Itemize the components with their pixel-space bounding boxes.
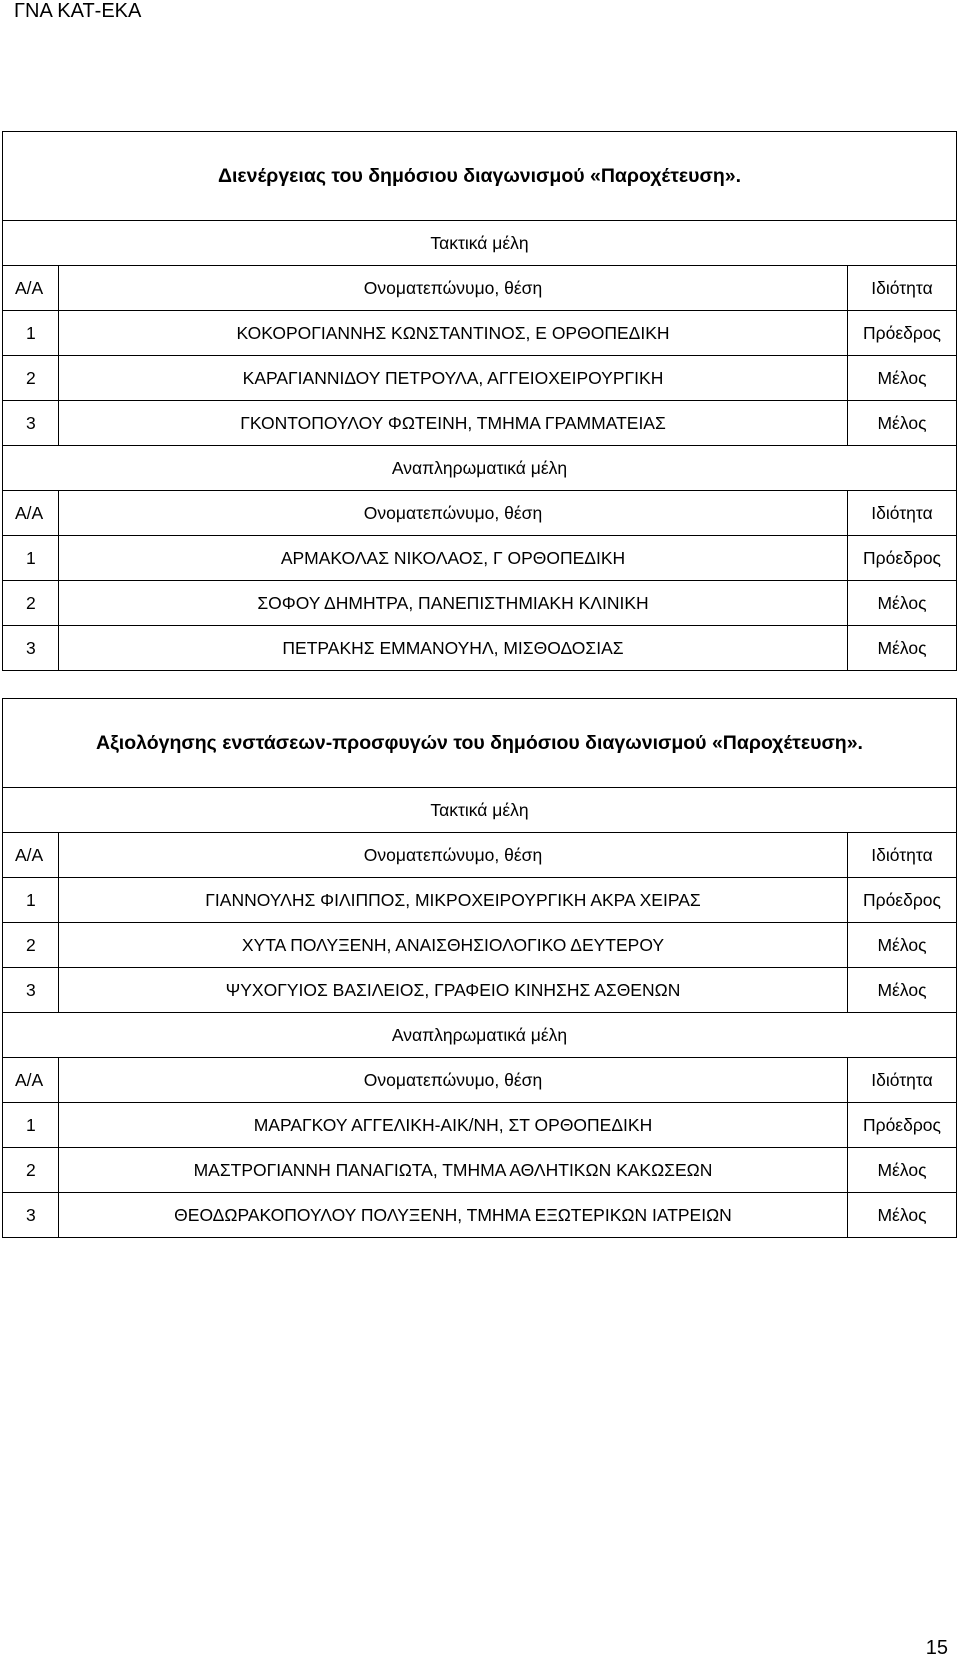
member-num: 1 <box>3 878 59 923</box>
committee-title: Αξιολόγησης ενστάσεων-προσφυγών του δημόσιου διαγωνισμού «Παροχέτευση». <box>3 699 957 788</box>
section-title-alternate: Αναπληρωματικά μέλη <box>3 446 957 491</box>
column-header-name: Ονοματεπώνυμο, θέση <box>59 266 848 311</box>
committee-table <box>2 698 957 1238</box>
column-header-num: Α/Α <box>3 491 59 536</box>
member-name: ΨΥΧΟΓΥΙΟΣ ΒΑΣΙΛΕΙΟΣ, ΓΡΑΦΕΙΟ ΚΙΝΗΣΗΣ ΑΣΘΕΝΩΝ <box>59 968 848 1013</box>
member-name: ΠΕΤΡΑΚΗΣ ΕΜΜΑΝΟΥΗΛ, ΜΙΣΘΟΔΟΣΙΑΣ <box>59 626 848 671</box>
table-row <box>3 626 957 671</box>
member-role: Μέλος <box>848 581 957 626</box>
member-name: ΘΕΟΔΩΡΑΚΟΠΟΥΛΟΥ ΠΟΛΥΞΕΝΗ, ΤΜΗΜΑ ΕΞΩΤΕΡΙΚΩΝ ΙΑΤΡΕΙΩΝ <box>59 1193 848 1238</box>
member-name: ΜΑΡΑΓΚΟΥ ΑΓΓΕΛΙΚΗ-ΑΙΚ/ΝΗ, ΣΤ ΟΡΘΟΠΕΔΙΚΗ <box>59 1103 848 1148</box>
column-header-name: Ονοματεπώνυμο, θέση <box>59 833 848 878</box>
member-role: Πρόεδρος <box>847 878 956 923</box>
section-title-alternate: Αναπληρωματικά μέλη <box>3 1013 957 1058</box>
table-row <box>3 923 957 968</box>
member-name: ΑΡΜΑΚΟΛΑΣ ΝΙΚΟΛΑΟΣ, Γ ΟΡΘΟΠΕΔΙΚΗ <box>59 536 848 581</box>
member-name: ΚΑΡΑΓΙΑΝΝΙΔΟΥ ΠΕΤΡΟΥΛΑ, ΑΓΓΕΙΟΧΕΙΡΟΥΡΓΙΚΗ <box>59 356 848 401</box>
member-role: Μέλος <box>848 626 957 671</box>
section-title-regular: Τακτικά μέλη <box>3 788 957 833</box>
member-role: Μέλος <box>848 401 957 446</box>
section-row <box>3 446 957 491</box>
member-role: Πρόεδρος <box>848 311 957 356</box>
member-role: Μέλος <box>847 968 956 1013</box>
member-name: ΧΥΤΑ ΠΟΛΥΞΕΝΗ, ΑΝΑΙΣΘΗΣΙΟΛΟΓΙΚΟ ΔΕΥΤΕΡΟΥ <box>59 923 848 968</box>
table-row <box>3 401 957 446</box>
member-num: 3 <box>3 968 59 1013</box>
committee-title: Διενέργειας του δημόσιου διαγωνισμού «Παροχέτευση». <box>3 132 957 221</box>
section-row <box>3 1013 957 1058</box>
table-row <box>3 311 957 356</box>
member-num: 1 <box>3 1103 59 1148</box>
column-header-row <box>3 1058 957 1103</box>
member-num: 1 <box>3 311 59 356</box>
section-row <box>3 221 957 266</box>
table-row <box>3 1103 957 1148</box>
member-role: Μέλος <box>847 923 956 968</box>
member-num: 3 <box>3 401 59 446</box>
column-header-name: Ονοματεπώνυμο, θέση <box>59 491 848 536</box>
column-header-row <box>3 266 957 311</box>
column-header-role: Ιδιότητα <box>847 833 956 878</box>
column-header-role: Ιδιότητα <box>848 266 957 311</box>
member-role: Μέλος <box>848 356 957 401</box>
column-header-name: Ονοματεπώνυμο, θέση <box>59 1058 848 1103</box>
table-row <box>3 356 957 401</box>
member-num: 1 <box>3 536 59 581</box>
member-name: ΣΟΦΟΥ ΔΗΜΗΤΡΑ, ΠΑΝΕΠΙΣΤΗΜΙΑΚΗ ΚΛΙΝΙΚΗ <box>59 581 848 626</box>
member-name: ΓΚΟΝΤΟΠΟΥΛΟΥ ΦΩΤΕΙΝΗ, ΤΜΗΜΑ ΓΡΑΜΜΑΤΕΙΑΣ <box>59 401 848 446</box>
column-header-num: Α/Α <box>3 266 59 311</box>
section-row <box>3 788 957 833</box>
table-row <box>3 581 957 626</box>
committee-title-row <box>3 132 957 221</box>
table-row <box>3 1148 957 1193</box>
document-header: ΓΝΑ ΚΑΤ-ΕΚΑ <box>14 0 142 22</box>
member-num: 2 <box>3 581 59 626</box>
committee-table <box>2 131 957 671</box>
member-role: Πρόεδρος <box>848 536 957 581</box>
member-role: Μέλος <box>847 1193 956 1238</box>
member-num: 2 <box>3 356 59 401</box>
member-name: ΓΙΑΝΝΟΥΛΗΣ ΦΙΛΙΠΠΟΣ, ΜΙΚΡΟΧΕΙΡΟΥΡΓΙΚΗ ΑΚΡΑ ΧΕΙΡΑΣ <box>59 878 848 923</box>
column-header-role: Ιδιότητα <box>848 491 957 536</box>
table-row <box>3 878 957 923</box>
section-title-regular: Τακτικά μέλη <box>3 221 957 266</box>
page-number: 15 <box>925 1637 948 1659</box>
member-role: Πρόεδρος <box>847 1103 956 1148</box>
member-num: 2 <box>3 1148 59 1193</box>
column-header-role: Ιδιότητα <box>847 1058 956 1103</box>
member-num: 3 <box>3 1193 59 1238</box>
column-header-num: Α/Α <box>3 833 59 878</box>
member-num: 2 <box>3 923 59 968</box>
column-header-num: Α/Α <box>3 1058 59 1103</box>
member-name: ΚΟΚΟΡΟΓΙΑΝΝΗΣ ΚΩΝΣΤΑΝΤΙΝΟΣ, Ε ΟΡΘΟΠΕΔΙΚΗ <box>59 311 848 356</box>
table-row <box>3 1193 957 1238</box>
member-num: 3 <box>3 626 59 671</box>
member-name: ΜΑΣΤΡΟΓΙΑΝΝΗ ΠΑΝΑΓΙΩΤΑ, ΤΜΗΜΑ ΑΘΛΗΤΙΚΩΝ ΚΑΚΩΣΕΩΝ <box>59 1148 848 1193</box>
table-row <box>3 968 957 1013</box>
column-header-row <box>3 491 957 536</box>
table-row <box>3 536 957 581</box>
committee-title-row <box>3 699 957 788</box>
column-header-row <box>3 833 957 878</box>
member-role: Μέλος <box>847 1148 956 1193</box>
